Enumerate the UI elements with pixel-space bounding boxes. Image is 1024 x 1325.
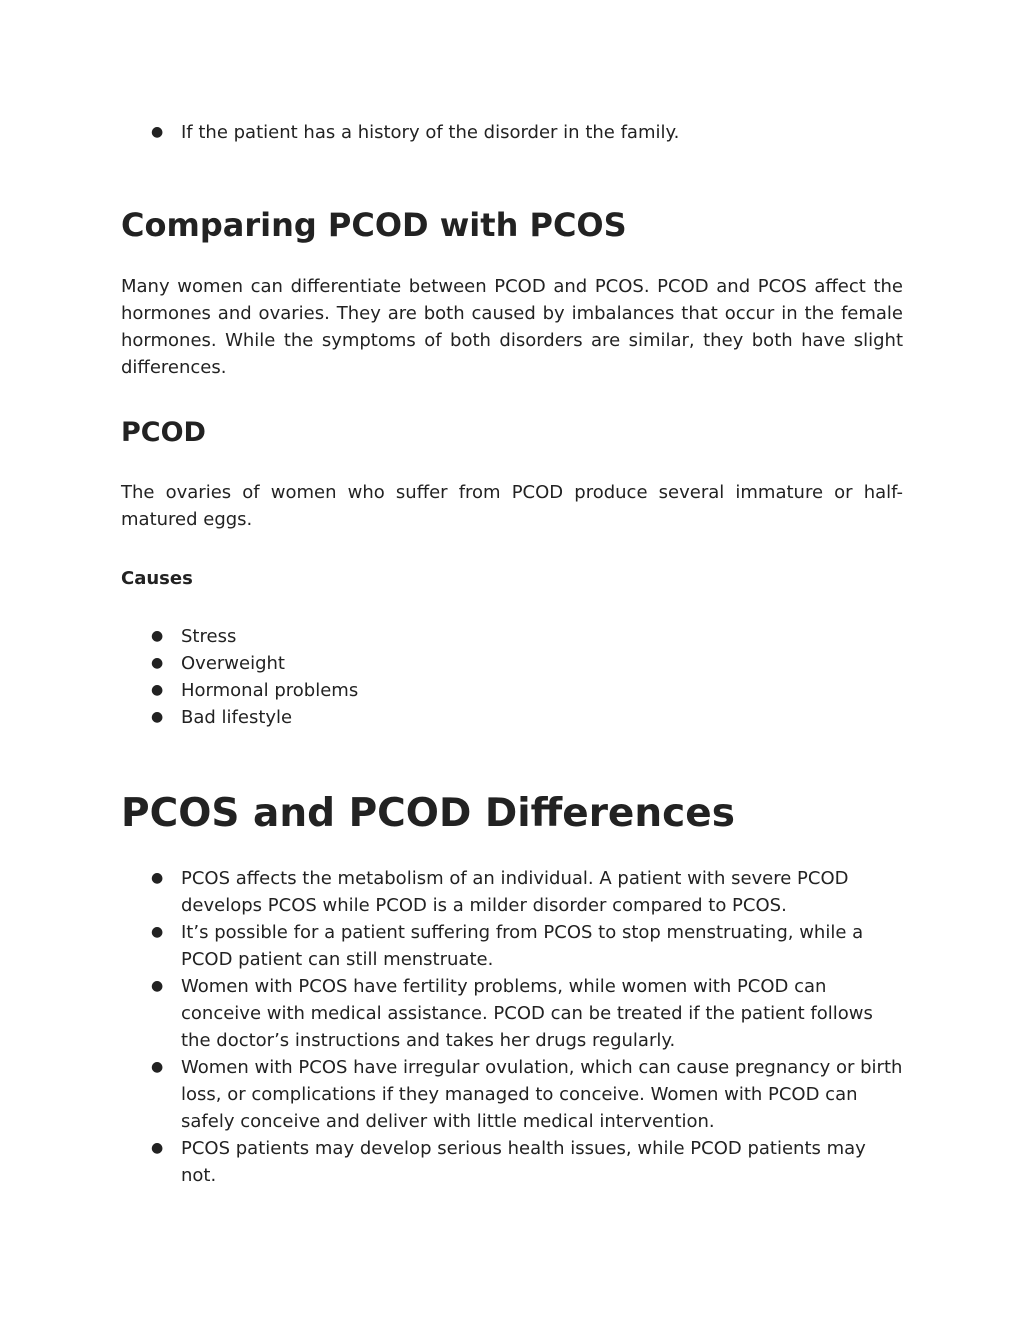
bullet-icon: ● xyxy=(151,978,164,994)
list-item xyxy=(121,677,903,704)
list-item-text: It’s possible for a patient suffering from PCOS to stop menstruating, while a PCOD patient can still menstruate. xyxy=(181,922,864,970)
list-item-text: PCOS patients may develop serious health issues, while PCOD patients may not. xyxy=(181,1138,866,1186)
bullet-icon: ● xyxy=(151,709,164,725)
list-item-text: PCOS affects the metabolism of an individual. A patient with severe PCOD develops PCOS while PCOD is a milder disorder compared to PCOS. xyxy=(181,868,849,916)
list-item-text: Overweight xyxy=(181,653,285,674)
pcod-paragraph: The ovaries of women who suffer from PCOD produce several immature or half-matured eggs. xyxy=(121,482,903,530)
bullet-icon: ● xyxy=(151,1140,164,1156)
family-history-list xyxy=(121,119,903,146)
list-item xyxy=(121,1054,903,1135)
bullet-icon: ● xyxy=(151,124,164,140)
list-item-text: Stress xyxy=(181,626,237,647)
bullet-icon: ● xyxy=(151,924,164,940)
differences-heading: PCOS and PCOD Differences xyxy=(121,791,735,836)
list-item xyxy=(121,973,903,1054)
bullet-icon: ● xyxy=(151,870,164,886)
list-item xyxy=(121,650,903,677)
list-item xyxy=(121,623,903,650)
list-item xyxy=(121,865,903,919)
list-item-text: Women with PCOS have irregular ovulation, which can cause pregnancy or birth loss, or complications if they managed to conceive. Women with PCOD can safely conceive and deliver with little medical intervention. xyxy=(181,1057,903,1132)
bullet-icon: ● xyxy=(151,1059,164,1075)
differences-list xyxy=(121,865,903,1189)
bullet-icon: ● xyxy=(151,628,164,644)
list-item-text: Hormonal problems xyxy=(181,680,359,701)
causes-heading: Causes xyxy=(121,568,193,589)
comparing-paragraph: Many women can differentiate between PCOD and PCOS. PCOD and PCOS affect the hormones and ovaries. They are both caused by imbalances that occur in the female hormones. While the symptoms of both disorders are similar, they both have slight differences. xyxy=(121,276,903,378)
list-item-text: Bad lifestyle xyxy=(181,707,293,728)
list-item xyxy=(121,1135,903,1189)
list-item xyxy=(121,119,903,146)
list-item-text: Women with PCOS have fertility problems, while women with PCOD can conceive with medical assistance. PCOD can be treated if the patient follows the doctor’s instructions and takes her drugs regularly. xyxy=(181,976,873,1051)
list-item-text: If the patient has a history of the disorder in the family. xyxy=(181,122,680,143)
pcod-heading: PCOD xyxy=(121,417,206,448)
bullet-icon: ● xyxy=(151,682,164,698)
comparing-heading: Comparing PCOD with PCOS xyxy=(121,206,627,244)
list-item xyxy=(121,704,903,731)
bullet-icon: ● xyxy=(151,655,164,671)
list-item xyxy=(121,919,903,973)
causes-list xyxy=(121,623,903,731)
